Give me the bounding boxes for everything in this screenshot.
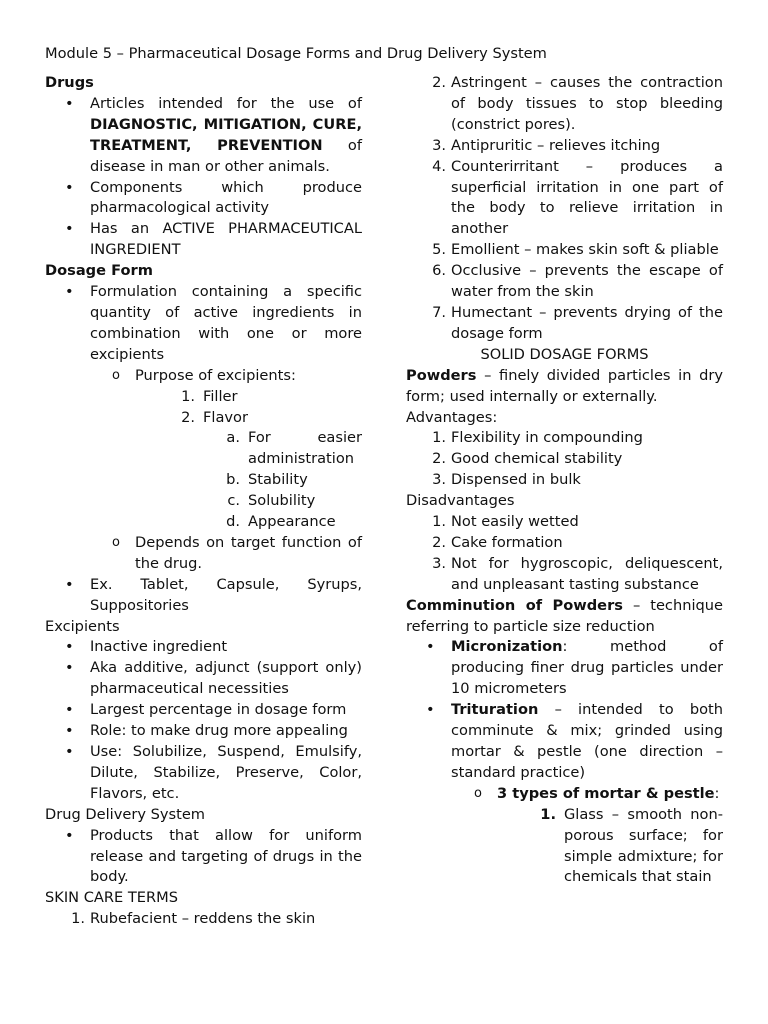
bullet-icon: •: [426, 701, 435, 719]
drug-delivery-list: [45, 826, 362, 889]
excipients-heading: Excipients: [45, 617, 120, 635]
list-item: 3. Antipruritic – relieves itching: [432, 136, 661, 154]
bullet-icon: •: [65, 638, 74, 656]
list-item: b. Stability: [226, 471, 308, 489]
list-item: 1. Filler: [181, 387, 238, 405]
list-item: o 3 types of mortar & pestle:: [406, 784, 723, 805]
left-column: [45, 73, 362, 930]
list-item: 1. Glass – smooth non-porous surface; for simple admixture; for chemicals that stain: [540, 805, 723, 886]
list-item: • Inactive ingredient: [45, 637, 362, 658]
list-item: • Has an ACTIVE PHARMACEUTICAL INGREDIENT: [65, 220, 362, 259]
bullet-icon: •: [65, 575, 74, 593]
mortar-numbered-list: [406, 805, 723, 889]
bullet-icon: •: [65, 701, 74, 719]
dosage-form-heading: Dosage Form: [45, 262, 153, 280]
drugs-list: [45, 94, 362, 261]
list-item: 2. Good chemical stability: [432, 450, 623, 468]
list-item: 1. Not easily wetted: [432, 513, 579, 531]
flavor-sublist: [45, 428, 362, 533]
list-item: 2. Cake formation: [432, 533, 563, 551]
list-item: • Role: to make drug more appealing: [45, 721, 362, 742]
bullet-icon: •: [65, 722, 74, 740]
circle-bullet-icon: o: [112, 534, 120, 550]
list-item: • Ex. Tablet, Capsule, Syrups, Suppositories: [65, 575, 362, 614]
list-item: c. Solubility: [227, 492, 316, 510]
circle-bullet-icon: o: [474, 785, 482, 801]
list-item: 1. Flexibility in compounding: [432, 429, 643, 447]
solid-dosage-heading: SOLID DOSAGE FORMS: [480, 345, 649, 363]
list-item: a. For easier administration: [226, 429, 362, 468]
list-item: • Use: Solubilize, Suspend, Emulsify, Dilute, Stabilize, Preserve, Color, Flavors, etc.: [65, 743, 362, 802]
mortar-types-list: [406, 784, 723, 805]
list-item: 1. Rubefacient – reddens the skin: [71, 910, 316, 928]
list-item: d. Appearance: [226, 513, 336, 531]
skin-care-list-left: [45, 909, 362, 930]
list-item: 4. Counterirritant – produces a superficial irritation in one part of the body to relieve irritation in another: [432, 157, 723, 238]
bullet-icon: •: [65, 94, 74, 112]
list-item: • Articles intended for the use of DIAGNOSTIC, MITIGATION, CURE, TREATMENT, PREVENTION of disease in man or other animals.: [65, 94, 362, 175]
bullet-icon: •: [65, 220, 74, 238]
examples-list: [45, 575, 362, 617]
purpose-numbered-list: [45, 387, 362, 429]
bullet-icon: •: [65, 826, 74, 844]
skin-care-heading: SKIN CARE TERMS: [45, 889, 178, 907]
list-item: 3. Dispensed in bulk: [432, 471, 581, 489]
list-item: • Formulation containing a specific quantity of active ingredients in combination with one or more excipients: [65, 283, 362, 363]
list-item: 2. Flavor: [181, 408, 248, 426]
list-item: 5. Emollient – makes skin soft & pliable: [432, 241, 719, 259]
list-item: 2. Astringent – causes the contraction of body tissues to stop bleeding (constrict pores).: [432, 74, 723, 133]
excipient-purpose-list: [45, 366, 362, 387]
circle-bullet-icon: o: [112, 367, 120, 383]
bullet-icon: •: [65, 659, 74, 677]
drug-delivery-heading: Drug Delivery System: [45, 805, 206, 823]
list-item: o Purpose of excipients:: [45, 366, 362, 387]
powders-definition: Powders – finely divided particles in dry form; used internally or externally.: [406, 366, 724, 405]
bullet-icon: •: [426, 638, 435, 656]
comminution-definition: Comminution of Powders – technique referring to particle size reduction: [406, 596, 723, 635]
list-item: • Products that allow for uniform release and targeting of drugs in the body.: [65, 826, 362, 886]
list-item: o Depends on target function of the drug.: [112, 533, 362, 572]
advantages-heading: Advantages:: [406, 408, 498, 426]
list-item: 6. Occlusive – prevents the escape of water from the skin: [432, 262, 723, 301]
skin-care-list-right: [406, 73, 723, 345]
depends-list: [45, 533, 362, 575]
list-item: • Largest percentage in dosage form: [45, 700, 362, 721]
module-title: Module 5 – Pharmaceutical Dosage Forms and Drug Delivery System: [45, 45, 547, 62]
excipients-list: [45, 637, 362, 804]
dosage-form-list: [45, 282, 362, 366]
drugs-heading: Drugs: [45, 74, 94, 91]
bullet-icon: •: [65, 178, 74, 196]
disadvantages-heading: Disadvantages: [406, 492, 515, 510]
list-item: • Micronization: method of producing finer drug particles under 10 micrometers: [426, 638, 723, 698]
bullet-icon: •: [65, 283, 74, 301]
list-item: • Components which produce pharmacological activity: [65, 178, 362, 217]
list-item: • Aka additive, adjunct (support only) pharmaceutical necessities: [65, 659, 362, 698]
list-item: • Trituration – intended to both comminute & mix; grinded using mortar & pestle (one direction – standard practice): [426, 701, 724, 781]
comminution-methods-list: [406, 637, 723, 783]
disadvantages-list: [406, 512, 723, 596]
list-item: 7. Humectant – prevents drying of the dosage form: [432, 303, 723, 342]
right-column: [406, 73, 723, 888]
bullet-icon: •: [65, 743, 74, 760]
advantages-list: [406, 428, 723, 491]
list-item: 3. Not for hygroscopic, deliquescent, and unpleasant tasting substance: [432, 554, 723, 593]
